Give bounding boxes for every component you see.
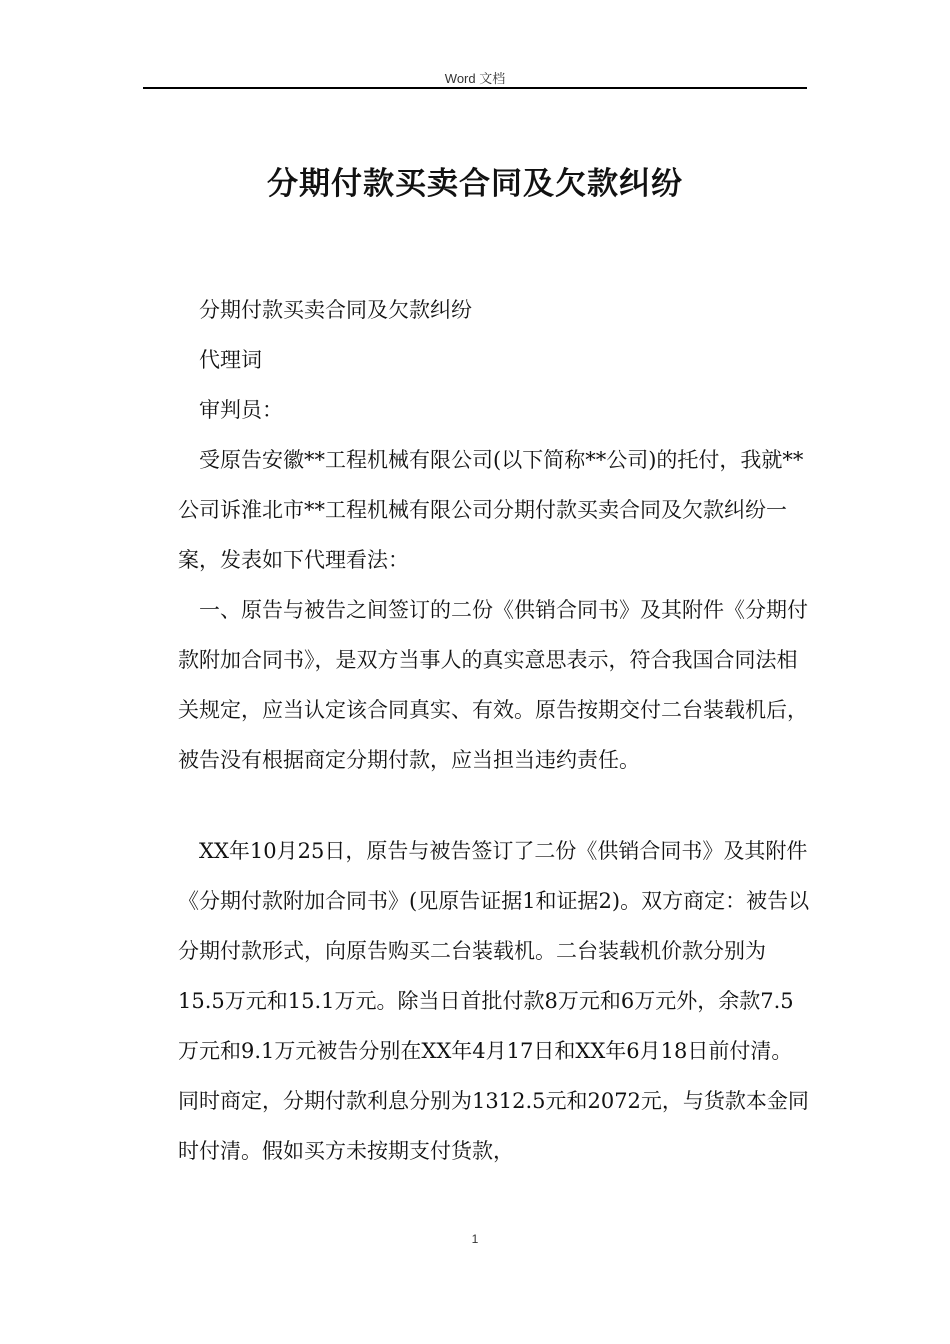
paragraph-heading-agency: 代理词 [199, 348, 262, 372]
document-body-bottom [178, 826, 810, 1176]
paragraph-contract-details: XX年10月25日，原告与被告签订了二份《供销合同书》及其附件《分期付款附加合同书》(见原告证据1和证据2)。双方商定：被告以分期付款形式，向原告购买二台装载机。二台装载机价款分别为15.5万元和15.1万元。除当日首批付款8万元和6万元外，余款7.5万元和9.1万元被告分别在XX年4月17日和XX年6月18日前付清。同时商定，分期付款利息分别为1312.5元和2072元，与货款本金同时付清。假如买方未按期支付货款， [178, 839, 810, 1163]
document-title: 分期付款买卖合同及欠款纠纷 [267, 166, 683, 202]
paragraph-subtitle: 分期付款买卖合同及欠款纠纷 [199, 298, 472, 322]
page-header-label: Word 文档 [444, 71, 506, 86]
page-number: 1 [471, 1232, 479, 1246]
header-divider [143, 87, 807, 89]
paragraph-intro: 受原告安徽**工程机械有限公司(以下简称**公司)的托付，我就**公司诉淮北市**工程机械有限公司分期付款买卖合同及欠款纠纷一案，发表如下代理看法： [178, 448, 804, 572]
document-body-top [178, 285, 810, 785]
paragraph-salutation: 审判员： [199, 398, 283, 422]
paragraph-point-one: 一、原告与被告之间签订的二份《供销合同书》及其附件《分期付款附加合同书》，是双方当事人的真实意思表示，符合我国合同法相关规定，应当认定该合同真实、有效。原告按期交付二台装载机后，被告没有根据商定分期付款，应当担当违约责任。 [178, 598, 808, 772]
